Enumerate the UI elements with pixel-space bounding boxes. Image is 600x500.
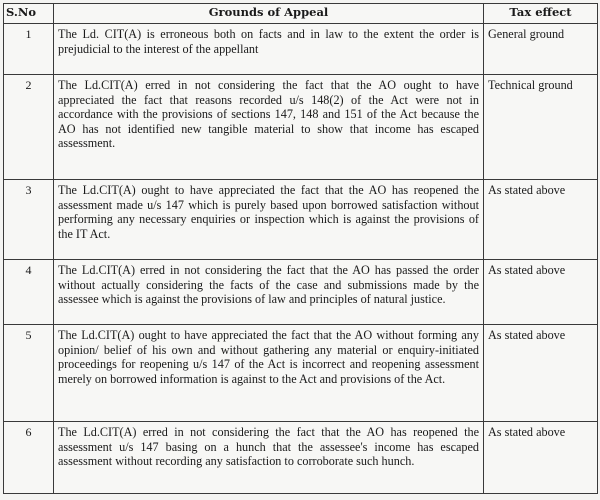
header-tax-effect: Tax effect (484, 4, 598, 24)
row-ground-text: The Ld.CIT(A) ought to have appreciated the fact that the AO has reopened the assessment made u/s 147 which is purely based upon borrowed satisfaction without performing any necessary enquiries or inspection which is against the provisions of the IT Act. (54, 180, 484, 260)
row-tax-effect: General ground (484, 24, 598, 75)
header-grounds: Grounds of Appeal (54, 4, 484, 24)
row-ground-text: The Ld. CIT(A) is erroneous both on facts and in law to the extent the order is prejudicial to the interest of the appellant (54, 24, 484, 75)
table-row (4, 325, 598, 422)
header-sno: S.No (4, 4, 54, 24)
row-tax-effect: As stated above (484, 180, 598, 260)
table-row (4, 75, 598, 180)
row-ground-text: The Ld.CIT(A) erred in not considering the fact that the AO has reopened the assessment u/s 147 basing on a hunch that the assessee's income has escaped assessment without recording any satisfaction to corroborate such hunch. (54, 422, 484, 494)
row-sno: 4 (4, 260, 54, 325)
row-tax-effect: Technical ground (484, 75, 598, 180)
row-sno: 3 (4, 180, 54, 260)
table-row (4, 180, 598, 260)
row-ground-text: The Ld.CIT(A) erred in not considering the fact that the AO has passed the order without actually considering the facts of the case and submissions made by the assessee which is against the provisions of law and principles of natural justice. (54, 260, 484, 325)
table-row (4, 422, 598, 494)
table-row (4, 260, 598, 325)
row-sno: 1 (4, 24, 54, 75)
row-sno: 6 (4, 422, 54, 494)
table-row (4, 24, 598, 75)
table-header-row (4, 4, 598, 24)
row-tax-effect: As stated above (484, 325, 598, 422)
row-sno: 2 (4, 75, 54, 180)
grounds-of-appeal-table (3, 3, 598, 494)
row-ground-text: The Ld.CIT(A) ought to have appreciated the fact that the AO without forming any opinion/ belief of his own and without gathering any material or enquiry-initiated proceedings for reopening u/s 147 of the Act is incorrect and reopening assessment merely on borrowed information is against to the Act and provisions of the Act. (54, 325, 484, 422)
row-tax-effect: As stated above (484, 422, 598, 494)
row-sno: 5 (4, 325, 54, 422)
row-tax-effect: As stated above (484, 260, 598, 325)
row-ground-text: The Ld.CIT(A) erred in not considering the fact that the AO ought to have appreciated the fact that reasons recorded u/s 148(2) of the Act were not in accordance with the provisions of sections 147, 148 and 151 of the Act because the AO has not identified new tangible material to show that income has escaped assessment. (54, 75, 484, 180)
